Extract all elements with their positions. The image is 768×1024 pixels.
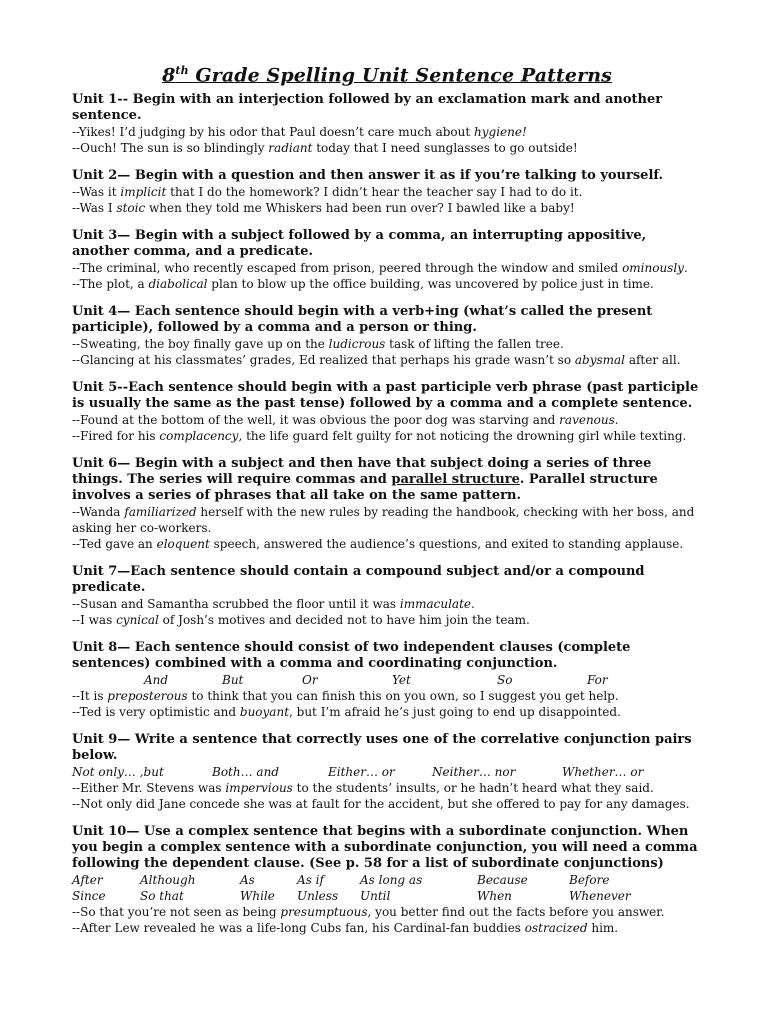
- example-text: --Sweating, the boy finally gave up on the: [72, 337, 329, 352]
- example-text: --I was: [72, 613, 117, 628]
- unit-10: [72, 824, 702, 936]
- unit-2: [72, 168, 702, 216]
- conjunction-word: Before: [569, 873, 610, 888]
- example-sentence: [72, 780, 702, 796]
- unit-heading: Unit 7—Each sentence should contain a compound subject and/or a compound predicate.: [72, 564, 645, 596]
- example-text: that I do the homework? I didn’t hear the teacher say I had to do it.: [166, 185, 583, 200]
- conjunction-row: [72, 872, 702, 888]
- example-text: --Ted is very optimistic and: [72, 705, 240, 720]
- example-sentence: [72, 140, 702, 156]
- example-text: --Ted gave an: [72, 537, 157, 552]
- example-sentence: [72, 504, 702, 536]
- example-sentence: [72, 904, 702, 920]
- example-sentence: [72, 412, 702, 428]
- vocab-word: abysmal: [574, 353, 626, 368]
- vocab-word: stoic: [116, 201, 146, 216]
- example-text: --Susan and Samantha scrubbed the floor until it was: [72, 597, 400, 612]
- example-text: task of lifting the fallen tree.: [385, 337, 564, 352]
- example-text: when they told me Whiskers had been run over? I bawled like a baby!: [145, 201, 575, 216]
- conjunction-word: Not only… ,but: [72, 765, 164, 780]
- vocab-word: implicit: [120, 185, 167, 200]
- conjunction-word: Although: [140, 873, 196, 888]
- document-page: [72, 64, 702, 948]
- unit-1: [72, 92, 702, 156]
- conjunction-word: While: [240, 889, 275, 904]
- example-text: --Fired for his: [72, 429, 160, 444]
- vocab-word: eloquent: [156, 537, 210, 552]
- vocab-word: diabolical: [148, 277, 208, 292]
- conjunction-row: [72, 888, 702, 904]
- example-text: of Josh’s motives and decided not to have him join the team.: [158, 613, 530, 628]
- unit-3: [72, 228, 702, 292]
- example-sentence: [72, 184, 702, 200]
- example-text: --It is: [72, 689, 108, 704]
- example-text: --So that you’re not seen as being: [72, 905, 281, 920]
- example-sentence: [72, 200, 702, 216]
- example-text: , the life guard felt guilty for not noticing the drowning girl while texting.: [238, 429, 687, 444]
- unit-heading: Unit 2— Begin with a question and then answer it as if you’re talking to yourself.: [72, 168, 664, 184]
- conjunction-word: Until: [360, 889, 391, 904]
- example-sentence: [72, 124, 702, 140]
- conjunction-word: For: [587, 673, 608, 688]
- conjunction-word: Either… or: [328, 765, 395, 780]
- unit-8: [72, 640, 702, 720]
- unit-heading: Unit 10— Use a complex sentence that begins with a subordinate conjunction. When you begin a complex sentence with a subordinate conjunction, you will need a comma following the dependent clause. (See p. 58 for a list of subordinate conjunctions): [72, 824, 698, 872]
- unit-heading: Unit 8— Each sentence should consist of two independent clauses (complete sentences) combined with a comma and coordinating conjunction.: [72, 640, 631, 672]
- example-text: --The criminal, who recently escaped from prison, peered through the window and smiled: [72, 261, 623, 276]
- unit-heading-underlined: parallel structure: [391, 472, 520, 488]
- vocab-word: buoyant: [239, 705, 290, 720]
- example-sentence: [72, 536, 702, 552]
- example-sentence: [72, 704, 702, 720]
- example-text: .: [683, 261, 688, 276]
- example-text: --Not only did Jane concede she was at fault for the accident, but she offered to pay for any damages.: [72, 797, 690, 812]
- vocab-word: immaculate: [399, 597, 471, 612]
- conjunction-word: Whenever: [569, 889, 631, 904]
- unit-heading: Unit 3— Begin with a subject followed by a comma, an interrupting appositive, another comma, and a predicate.: [72, 228, 647, 260]
- vocab-word: ludicrous: [328, 337, 386, 352]
- example-text: him.: [587, 921, 619, 936]
- vocab-word: hygiene!: [474, 125, 527, 140]
- vocab-word: ominously: [622, 261, 684, 276]
- example-sentence: [72, 796, 702, 812]
- vocab-word: cynical: [116, 613, 159, 628]
- conjunction-word: So that: [140, 889, 184, 904]
- conjunction-word: And: [144, 673, 169, 688]
- example-text: speech, answered the audience’s questions, and exited to standing applause.: [209, 537, 684, 552]
- unit-heading: Unit 5--Each sentence should begin with a past participle verb phrase (past participle is usually the same as the past tense) followed by a comma and a complete sentence.: [72, 380, 699, 412]
- vocab-word: ravenous: [559, 413, 615, 428]
- vocab-word: preposterous: [107, 689, 188, 704]
- example-text: today that I need sunglasses to go outside!: [312, 141, 578, 156]
- conjunction-row: [72, 764, 702, 780]
- unit-5: [72, 380, 702, 444]
- example-sentence: [72, 612, 702, 628]
- vocab-word: presumptuous: [280, 905, 368, 920]
- vocab-word: familiarized: [124, 505, 197, 520]
- vocab-word: ostracized: [524, 921, 588, 936]
- example-sentence: [72, 428, 702, 444]
- unit-4: [72, 304, 702, 368]
- example-sentence: [72, 352, 702, 368]
- example-text: .: [614, 413, 619, 428]
- unit-heading-part: . Parallel structure involves a series of phrases that all take on the same pattern.: [72, 472, 658, 504]
- example-text: .: [471, 597, 475, 612]
- example-text: --Glancing at his classmates’ grades, Ed realized that perhaps his grade wasn’t so: [72, 353, 575, 368]
- conjunction-word: Yet: [392, 673, 411, 688]
- conjunction-word: After: [72, 873, 103, 888]
- units-list: [72, 92, 702, 936]
- example-sentence: [72, 276, 702, 292]
- example-text: --Yikes! I’d judging by his odor that Paul doesn’t care much about: [72, 125, 475, 140]
- unit-heading-part: Unit 6— Begin with a subject and then have that subject doing a series of three things. The series will require commas and: [72, 456, 652, 488]
- unit-heading: Unit 1-- Begin with an interjection followed by an exclamation mark and another sentence.: [72, 92, 663, 124]
- vocab-word: complacency: [159, 429, 239, 444]
- unit-heading: [72, 456, 702, 504]
- conjunction-row: [72, 672, 702, 688]
- example-sentence: [72, 596, 702, 612]
- conjunction-word: But: [222, 673, 244, 688]
- conjunction-word: As: [240, 873, 255, 888]
- example-text: --Was it: [72, 185, 121, 200]
- example-text: --Either Mr. Stevens was: [72, 781, 226, 796]
- unit-7: [72, 564, 702, 628]
- unit-heading: Unit 9— Write a sentence that correctly uses one of the correlative conjunction pairs below.: [72, 732, 692, 764]
- unit-9: [72, 732, 702, 812]
- example-text: to think that you can finish this on you own, so I suggest you get help.: [187, 689, 619, 704]
- example-sentence: [72, 260, 702, 276]
- example-text: herself with the new rules by reading the handbook, checking with her boss, and asking her co-workers.: [72, 505, 695, 536]
- conjunction-word: Both… and: [212, 765, 279, 780]
- conjunction-word: When: [477, 889, 512, 904]
- example-text: plan to blow up the office building, was uncovered by police just in time.: [207, 277, 654, 292]
- vocab-word: radiant: [268, 141, 313, 156]
- example-sentence: [72, 688, 702, 704]
- example-text: --After Lew revealed he was a life-long Cubs fan, his Cardinal-fan buddies: [72, 921, 525, 936]
- unit-heading: Unit 4— Each sentence should begin with a verb+ing (what’s called the present participle), followed by a comma and a person or thing.: [72, 304, 653, 336]
- conjunction-word: Or: [302, 673, 318, 688]
- example-text: --Found at the bottom of the well, it was obvious the poor dog was starving and: [72, 413, 560, 428]
- unit-6: [72, 456, 702, 552]
- example-text: , you better find out the facts before you answer.: [367, 905, 665, 920]
- example-text: --Wanda: [72, 505, 125, 520]
- example-text: after all.: [625, 353, 681, 368]
- conjunction-word: So: [497, 673, 513, 688]
- conjunction-word: Since: [72, 889, 106, 904]
- conjunction-word: Whether… or: [562, 765, 644, 780]
- page-title: 8th Grade Spelling Unit Sentence Patterns: [162, 64, 612, 87]
- example-sentence: [72, 920, 702, 936]
- example-text: --The plot, a: [72, 277, 149, 292]
- example-text: , but I’m afraid he’s just going to end up disappointed.: [289, 705, 621, 720]
- conjunction-word: Neither… nor: [432, 765, 516, 780]
- conjunction-word: As if: [297, 873, 324, 888]
- example-text: --Was I: [72, 201, 117, 216]
- vocab-word: impervious: [225, 781, 293, 796]
- example-text: --Ouch! The sun is so blindingly: [72, 141, 269, 156]
- conjunction-word: Because: [477, 873, 528, 888]
- example-sentence: [72, 336, 702, 352]
- example-text: to the students’ insults, or he hadn’t heard what they said.: [292, 781, 654, 796]
- conjunction-word: Unless: [297, 889, 339, 904]
- conjunction-word: As long as: [360, 873, 423, 888]
